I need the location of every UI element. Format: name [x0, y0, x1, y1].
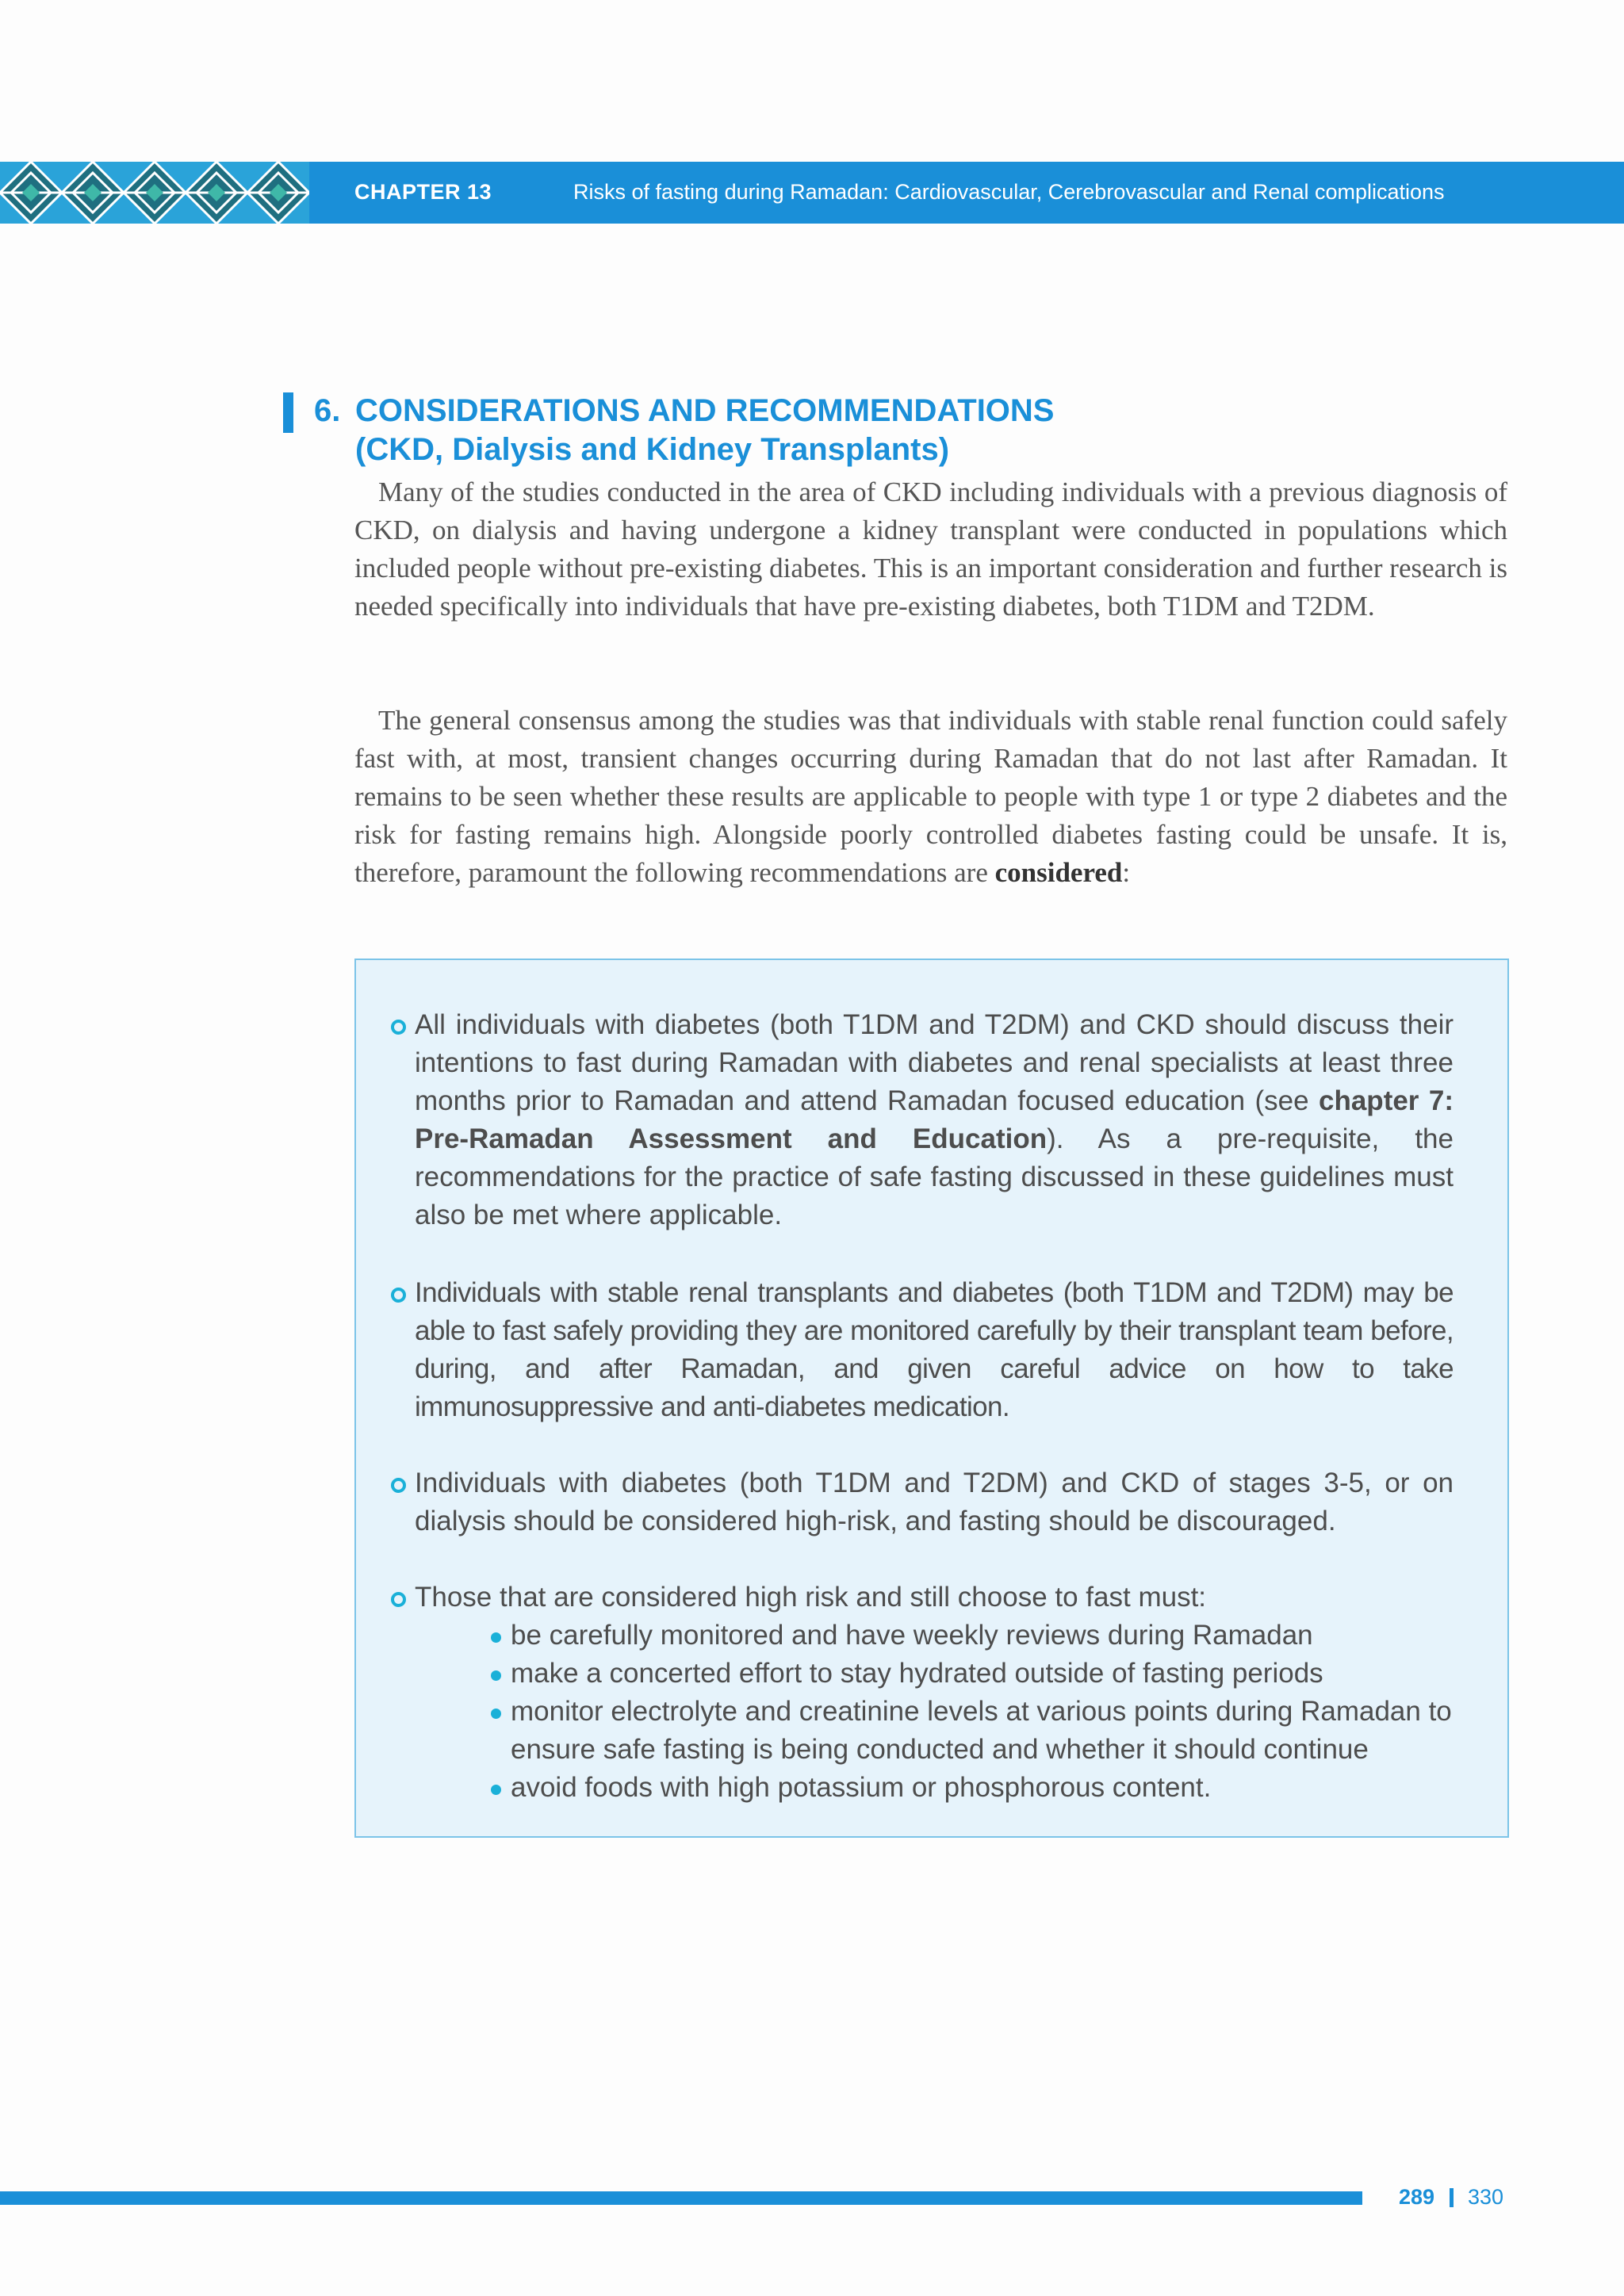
- recommendation-item-2: [391, 1274, 1454, 1426]
- paragraph-2-bold: considered: [994, 857, 1123, 888]
- recommendation-1-text: All individuals with diabetes (both T1DM and T2DM) and CKD should discuss their intentions to fast during Ramadan with diabetes and renal specialists at least three months prior to Ramadan and attend Ramadan focused education (see: [415, 1009, 1454, 1116]
- dot-bullet-icon: [491, 1785, 501, 1795]
- body-paragraph-2: [354, 702, 1507, 892]
- heading-accent-bar: [283, 392, 293, 433]
- recommendation-item-3: [391, 1464, 1454, 1540]
- sublist-item-text: avoid foods with high potassium or phosphorous content.: [511, 1772, 1212, 1803]
- chapter-number: CHAPTER 13: [354, 180, 492, 204]
- ring-bullet-icon: [391, 1478, 406, 1493]
- recommendation-item-1: [391, 1006, 1454, 1234]
- recommendation-text: [391, 1006, 1454, 1234]
- sublist-item: [491, 1769, 1454, 1807]
- ring-bullet-icon: [391, 1592, 406, 1607]
- ring-bullet-icon: [391, 1288, 406, 1303]
- dot-bullet-icon: [491, 1632, 501, 1643]
- chapter-7-reference: chapter 7: Pre-Ramadan Assessment and Education: [415, 1085, 1454, 1154]
- geometric-pattern-icon: [0, 162, 309, 224]
- high-risk-sublist: [491, 1617, 1454, 1807]
- dot-bullet-icon: [491, 1709, 501, 1719]
- sublist-item-text: monitor electrolyte and creatinine levels at various points during Ramadan to ensure safe fasting is being conducted and whether it should continue: [511, 1696, 1452, 1765]
- sublist-item-text: be carefully monitored and have weekly reviews during Ramadan: [511, 1620, 1313, 1651]
- recommendation-4-text: Those that are considered high risk and still choose to fast must:: [415, 1582, 1207, 1613]
- sublist-item-text: make a concerted effort to stay hydrated outside of fasting periods: [511, 1658, 1323, 1689]
- page-separator: [1450, 2188, 1454, 2207]
- section-subtitle: (CKD, Dialysis and Kidney Transplants): [355, 432, 950, 467]
- chapter-title: Risks of fasting during Ramadan: Cardiovascular, Cerebrovascular and Renal complications: [573, 180, 1445, 204]
- section-number: 6.: [314, 393, 341, 428]
- sublist-item: [491, 1655, 1454, 1693]
- paragraph-2-text: The general consensus among the studies was that individuals with stable renal function could safely fast with, at most, transient changes occurring during Ramadan that do not last after Ramadan. It remains to be seen whether these results are applicable to people with type 1 or type 2 diabetes and the risk for fasting remains high. Alongside poorly controlled diabetes fasting could be unsafe. It is, therefore, paramount the following recommendations are: [354, 705, 1507, 888]
- recommendation-1-suffix: ). As a pre-requisite, the recommendations for the practice of safe fasting discussed in these guidelines must also be met where applicable.: [415, 1123, 1454, 1230]
- dot-bullet-icon: [491, 1670, 501, 1681]
- paragraph-2-suffix: :: [1122, 857, 1131, 888]
- recommendations-box: [354, 959, 1509, 1838]
- recommendation-item-4: [391, 1578, 1454, 1617]
- sublist-item: [491, 1693, 1454, 1769]
- sublist-item: [491, 1617, 1454, 1655]
- page-total: 330: [1468, 2185, 1504, 2209]
- ring-bullet-icon: [391, 1020, 406, 1035]
- recommendation-3-text: Individuals with diabetes (both T1DM and T2DM) and CKD of stages 3-5, or on dialysis should be considered high-risk, and fasting should be discouraged.: [415, 1468, 1454, 1536]
- footer-bar: [0, 2191, 1362, 2205]
- section-title: CONSIDERATIONS AND RECOMMENDATIONS: [355, 393, 1055, 428]
- recommendation-2-text: Individuals with stable renal transplants and diabetes (both T1DM and T2DM) may be able to fast safely providing they are monitored carefully by their transplant team before, during, and after Ramadan, and given careful advice on how to take immunosuppressive and anti-diabetes medication.: [415, 1277, 1454, 1422]
- body-paragraph-1: Many of the studies conducted in the area of CKD including individuals with a previous diagnosis of CKD, on dialysis and having undergone a kidney transplant were conducted in populations which included people without pre-existing diabetes. This is an important consideration and further research is needed specifically into individuals that have pre-existing diabetes, both T1DM and T2DM.: [354, 476, 1507, 622]
- page-number: 289: [1399, 2185, 1435, 2209]
